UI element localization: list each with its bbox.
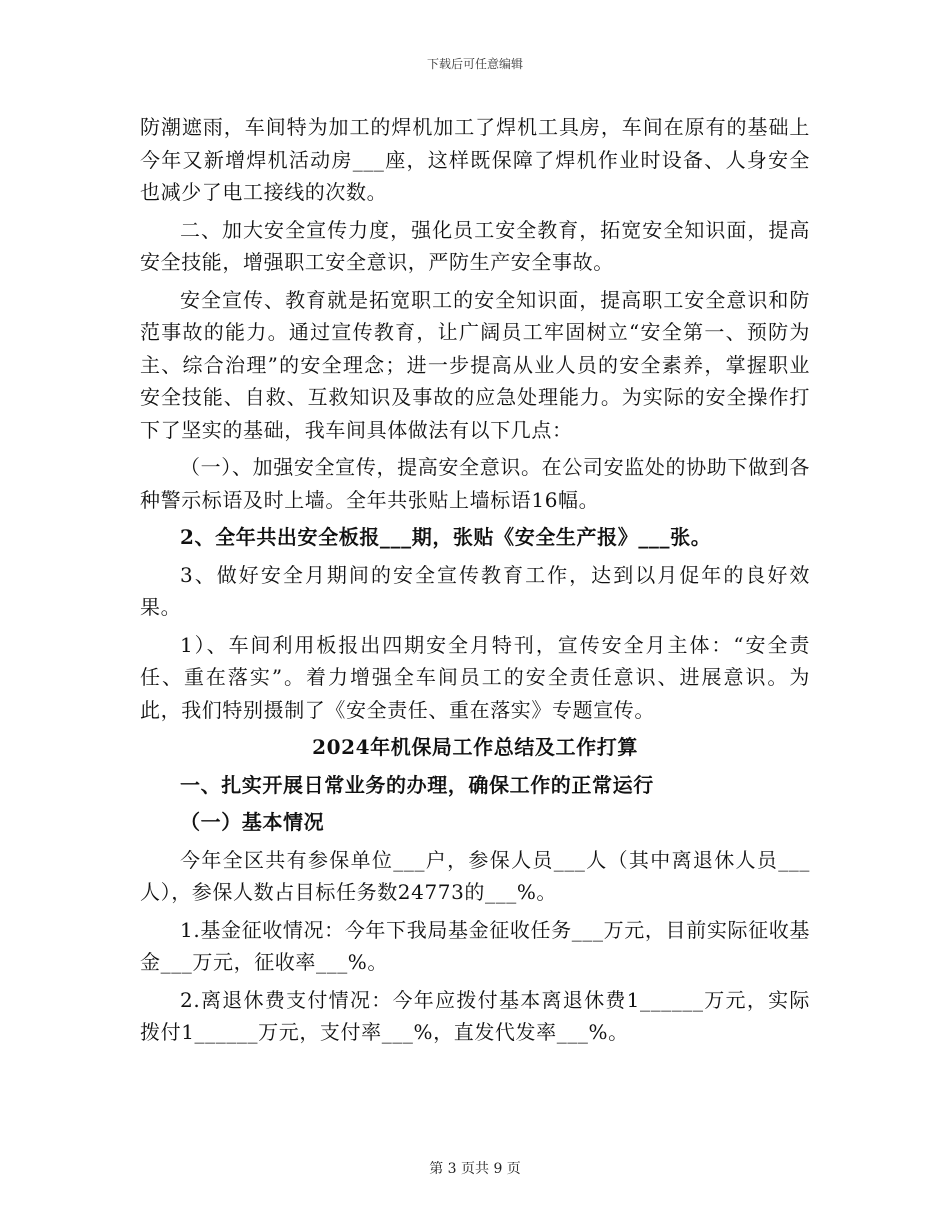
document-title: 2024年机保局工作总结及工作打算 (312, 735, 638, 759)
paragraph-special-issue: 1）、车间利用板报出四期安全月特刊，宣传安全月主体：“安全责任、重在落实”。着力增强全车间员工的安全责任意识、进展意识。为此，我们特别摄制了《安全责任、重在落实》专题宣传。 (140, 632, 810, 722)
paragraph-retirement-payment: 2.离退休费支付情况：今年应拨付基本离退休费1______万元，实际拨付1______万元，支付率___%，直发代发率___%。 (140, 987, 810, 1044)
paragraph-blackboard-newspaper: 2、全年共出安全板报___期，张贴《安全生产报》___张。 (180, 525, 712, 549)
paragraph-safety-education: 安全宣传、教育就是拓宽职工的安全知识面，提高职工安全意识和防范事故的能力。通过宣传教育，让广阔员工牢固树立“安全第一、预防为主、综合治理”的安全理念；进一步提高从业人员的安全素养，掌握职业安全技能、自救、互救知识及事故的应急处理能力。为实际的安全操作打下了坚实的基础，我车间具体做法有以下几点： (140, 287, 810, 442)
page-footer: 第 3 页共 9 页 (429, 1161, 521, 1177)
paragraph-safety-month: 3、做好安全月期间的安全宣传教育工作，达到以月促年的良好效果。 (140, 562, 810, 619)
section-heading-1: 一、扎实开展日常业务的办理，确保工作的正常运行 (180, 772, 654, 797)
heading-safety-publicity: 二、加大安全宣传力度，强化员工安全教育，拓宽安全知识面，提高安全技能，增强职工安全意识，严防生产安全事故。 (140, 217, 810, 274)
paragraph-fund-collection: 1.基金征收情况：今年下我局基金征收任务___万元，目前实际征收基金___万元，征收率___%。 (140, 917, 810, 974)
document-body (140, 111, 810, 1049)
subsection-heading-basic: （一）基本情况 (180, 810, 325, 834)
paragraph-welder-shed: 防潮遮雨，车间特为加工的焊机加工了焊机工具房，车间在原有的基础上今年又新增焊机活动房___座，这样既保障了焊机作业时设备、人身安全也减少了电工接线的次数。 (140, 115, 810, 204)
page-header: 下载后可任意编辑 (426, 57, 523, 71)
paragraph-slogans: （一）、加强安全宣传，提高安全意识。在公司安监处的协助下做到各种警示标语及时上墙。全年共张贴上墙标语16幅。 (140, 455, 810, 512)
paragraph-insured-units: 今年全区共有参保单位___户，参保人员___人（其中离退休人员___人），参保人数占目标任务数24773的___%。 (140, 847, 810, 904)
